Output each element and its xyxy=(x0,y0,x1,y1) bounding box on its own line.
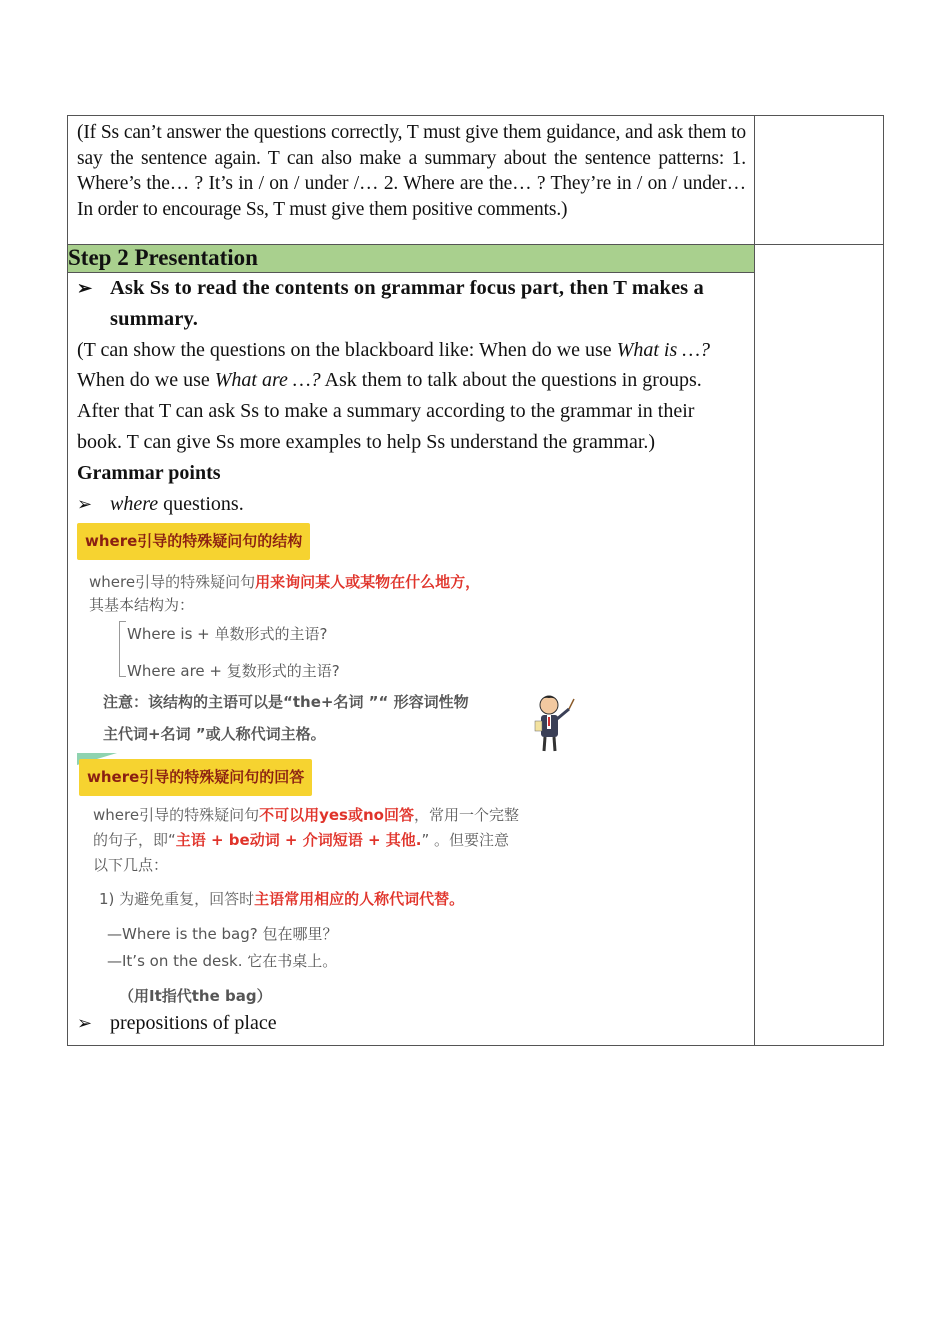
structure-note-line1: 注意：该结构的主语可以是“the+名词 ”“ 形容词性物 xyxy=(103,693,469,712)
explanation-paragraph: (T can show the questions on the blackboard like: When do we use What is …? When do we use What are …? Ask them to talk about the questions in groups. After that T can ask Ss to make a summary according to the grammar in their book. T can give Ss more examples to help Ss understand the grammar.) xyxy=(77,338,711,453)
arrow-bullet-icon: ➢ xyxy=(77,278,93,298)
presentation-content xyxy=(68,273,754,1045)
answer-line1: where引导的特殊疑问句不可以用yes或no回答，常用一个完整 xyxy=(93,806,519,825)
presentation-cell xyxy=(68,273,755,1046)
answer-line3: 以下几点： xyxy=(93,856,169,875)
grammar-heading: Grammar points xyxy=(77,461,221,484)
answer-line2: 的句子，即“主语 + be动词 + 介词短语 + 其他.” 。但要注意 xyxy=(93,831,509,850)
answer-tag: where引导的特殊疑问句的回答 xyxy=(79,759,312,796)
grammar-structure-figure xyxy=(77,523,744,753)
grammar-answer-figure xyxy=(77,753,744,1008)
arrow-bullet-icon: ➢ xyxy=(77,1013,93,1034)
task-text: Ask Ss to read the contents on grammar focus part, then T makes a summary. xyxy=(110,277,704,330)
structure-line2: 其基本结构为： xyxy=(89,596,195,615)
arrow-bullet-icon: ➢ xyxy=(77,493,93,514)
answer-point1: 1) 为避免重复，回答时主语常用相应的人称代词代替。 xyxy=(99,890,465,909)
formula-where-are: Where are + 复数形式的主语? xyxy=(127,662,340,681)
lesson-plan-table xyxy=(67,115,884,1046)
notes-cell xyxy=(755,116,884,245)
brace-icon xyxy=(119,621,126,677)
example-answer: —It’s on the desk. 它在书桌上。 xyxy=(107,952,338,971)
prepositions-bullet: ➢ prepositions of place xyxy=(77,1008,744,1039)
where-bullet: ➢ where questions. xyxy=(77,489,744,520)
notes-cell-2 xyxy=(755,245,884,1046)
structure-line1: where引导的特殊疑问句用来询问某人或某物在什么地方， xyxy=(89,573,481,592)
intro-cell xyxy=(68,116,755,245)
structure-note-line2: 主代词+名词 ”或人称代词主格。 xyxy=(103,725,326,744)
formula-where-is: Where is + 单数形式的主语? xyxy=(127,625,328,644)
example-note: （用It指代the bag） xyxy=(119,987,272,1006)
example-question: —Where is the bag? 包在哪里？ xyxy=(107,925,338,944)
task-bullet xyxy=(77,273,744,335)
teacher-cartoon-icon xyxy=(529,691,577,753)
step-heading: Step 2 Presentation xyxy=(68,245,755,273)
structure-tag: where引导的特殊疑问句的结构 xyxy=(77,523,310,560)
intro-paragraph: (If Ss can’t answer the questions correctly, T must give them guidance, and ask them to say the sentence again. T can also make a summary about the sentence patterns: 1. Where’s the… ? It’s in / on / under /… 2. Where are the… ? They’re in / on / under… In order to encourage Ss, T must give them positive comments.) xyxy=(77,122,746,220)
